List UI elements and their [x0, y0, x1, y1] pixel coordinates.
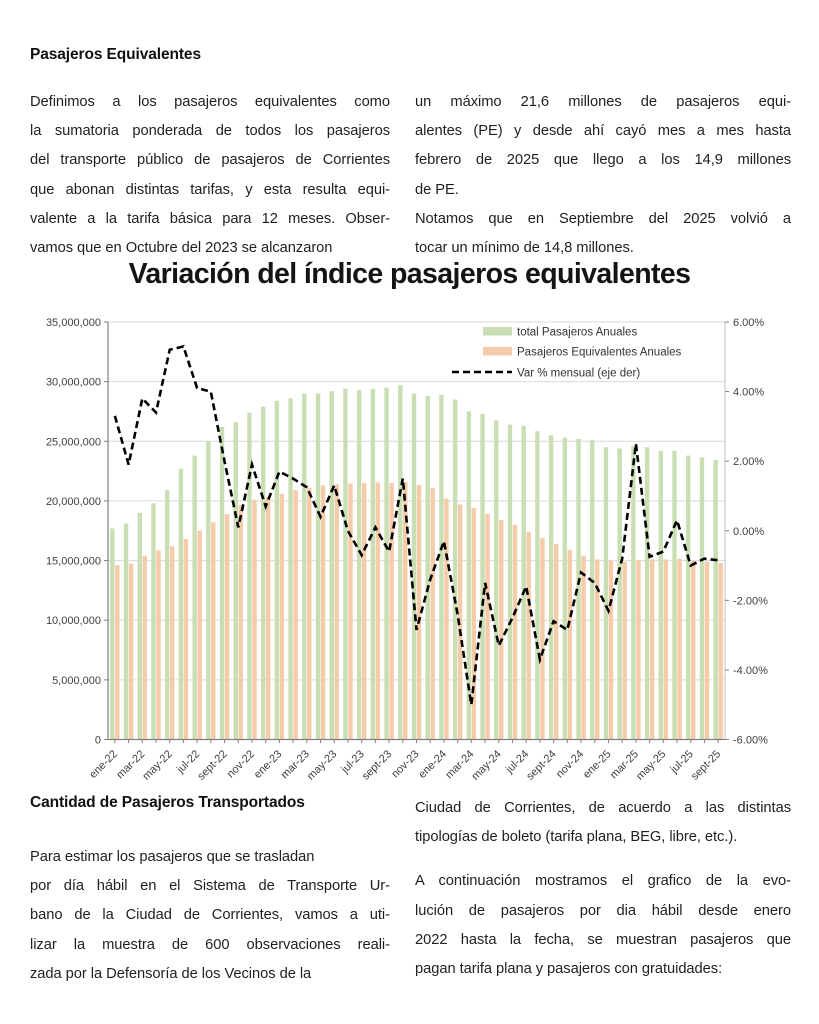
text-line: lizar la muestra de 600 observaciones reali- [30, 936, 390, 953]
text-line: que abonan distintas tarifas, y esta resulta equi- [30, 181, 390, 198]
right-axis-label: -2.00% [733, 595, 768, 608]
bar-pasajeros-equivalentes [691, 561, 695, 740]
bar-total-pasajeros [521, 426, 525, 740]
bar-pasajeros-equivalentes [540, 538, 544, 740]
bar-total-pasajeros [138, 513, 142, 740]
bar-total-pasajeros [384, 388, 388, 740]
bar-total-pasajeros [631, 446, 635, 739]
text-line: vamos que en Octubre del 2023 se alcanzaron [30, 240, 333, 257]
bar-total-pasajeros [659, 451, 663, 740]
x-axis-label: nov-23 [389, 748, 422, 781]
bar-pasajeros-equivalentes [335, 484, 339, 739]
bar-total-pasajeros [275, 401, 279, 740]
text-line: febrero de 2025 que llego a los 14,9 millones [415, 152, 791, 169]
x-axis-label: mar-25 [607, 748, 641, 782]
section1-left-column [30, 88, 390, 263]
bar-total-pasajeros [700, 457, 704, 739]
bar-pasajeros-equivalentes [143, 556, 147, 740]
x-axis-label: may-22 [140, 748, 175, 783]
bar-pasajeros-equivalentes [211, 522, 215, 739]
chart-title: Variación del índice pasajeros equivalentes [128, 258, 691, 290]
text-line: de PE. [415, 181, 459, 198]
right-axis-label: 0.00% [733, 525, 765, 538]
text-line: por día hábil en el Sistema de Transporte Ur- [30, 878, 390, 895]
text-line: A continuación mostramos el grafico de la evo- [415, 873, 791, 890]
text-line: bano de la Ciudad de Corrientes, vamos a uti- [30, 907, 390, 924]
bar-pasajeros-equivalentes [321, 485, 325, 739]
bar-total-pasajeros [220, 427, 224, 740]
bar-total-pasajeros [494, 420, 498, 739]
bar-pasajeros-equivalentes [156, 550, 160, 739]
x-axis-label: may-23 [304, 748, 340, 783]
bar-total-pasajeros [179, 469, 183, 740]
bar-total-pasajeros [439, 395, 443, 740]
bar-pasajeros-equivalentes [115, 565, 119, 739]
bar-total-pasajeros [316, 394, 320, 740]
bar-pasajeros-equivalentes [170, 546, 174, 739]
x-axis-label: jul-24 [503, 748, 532, 776]
bar-total-pasajeros [247, 413, 251, 740]
left-axis-label: 20,000,000 [45, 495, 101, 508]
x-axis-label: sept-23 [359, 748, 395, 783]
bar-total-pasajeros [165, 490, 169, 739]
legend-label: total Pasajeros Anuales [517, 326, 638, 339]
bar-total-pasajeros [206, 441, 210, 739]
section2-right-column [415, 794, 791, 984]
bar-total-pasajeros [330, 391, 334, 739]
bar-pasajeros-equivalentes [362, 483, 366, 739]
text-line: tocar un mínimo de 14,8 millones. [415, 240, 634, 257]
bar-pasajeros-equivalentes [568, 550, 572, 740]
right-axis-label: -4.00% [733, 664, 768, 677]
x-axis-label: mar-22 [114, 748, 148, 782]
paragraph [30, 843, 390, 989]
section2-heading: Cantidad de Pasajeros Transportados [30, 794, 305, 811]
legend-swatch [483, 347, 512, 356]
bar-pasajeros-equivalentes [664, 559, 668, 739]
right-axis-label: -6.00% [733, 734, 768, 747]
x-axis-label: jul-22 [174, 748, 203, 776]
bar-pasajeros-equivalentes [376, 482, 380, 739]
section1-right-column [415, 88, 791, 263]
chart-canvas [0, 300, 819, 805]
right-axis-label: 4.00% [733, 386, 765, 399]
bar-pasajeros-equivalentes [252, 500, 256, 740]
paragraph [415, 867, 791, 984]
bar-pasajeros-equivalentes [280, 494, 284, 740]
bar-total-pasajeros [617, 448, 621, 739]
bar-pasajeros-equivalentes [348, 484, 352, 740]
bar-pasajeros-equivalentes [526, 532, 530, 740]
bar-pasajeros-equivalentes [197, 531, 201, 740]
bar-pasajeros-equivalentes [581, 556, 585, 740]
right-axis-label: 2.00% [733, 456, 765, 469]
bar-pasajeros-equivalentes [444, 499, 448, 740]
text-line: zada por la Defensoría de los Vecinos de la [30, 965, 312, 982]
bar-total-pasajeros [151, 503, 155, 739]
x-axis-label: ene-23 [251, 748, 285, 781]
bar-pasajeros-equivalentes [225, 514, 229, 739]
bar-total-pasajeros [357, 390, 361, 740]
paragraph [415, 88, 791, 263]
x-axis-label: jul-23 [339, 748, 367, 776]
bar-pasajeros-equivalentes [499, 520, 503, 739]
bar-total-pasajeros [288, 398, 292, 739]
bar-pasajeros-equivalentes [293, 490, 297, 739]
x-axis-label: ene-22 [87, 748, 120, 781]
x-axis-label: sept-22 [195, 748, 230, 783]
section2-left-column [30, 843, 390, 989]
bar-pasajeros-equivalentes [431, 488, 435, 740]
text-line: alentes (PE) y desde ahí cayó mes a mes hasta [415, 123, 791, 140]
pasajeros-equivalentes-chart [0, 300, 819, 805]
paragraph [30, 88, 390, 263]
bar-total-pasajeros [713, 460, 717, 740]
left-axis-label: 35,000,000 [45, 317, 101, 329]
x-axis-label: nov-22 [224, 748, 258, 781]
text-line: un máximo 21,6 millones de pasajeros equi- [415, 94, 791, 110]
x-axis-label: ene-25 [580, 748, 614, 781]
bar-pasajeros-equivalentes [609, 561, 613, 740]
bar-pasajeros-equivalentes [650, 559, 654, 739]
legend-label: Var % mensual (eje der) [517, 367, 641, 380]
bar-total-pasajeros [686, 456, 690, 740]
text-line: la sumatoria ponderada de todos los pasajeros [30, 123, 390, 140]
bar-pasajeros-equivalentes [266, 497, 270, 739]
right-axis-label: 6.00% [733, 317, 765, 329]
text-line: lución de pasajeros por dia hábil desde enero [415, 902, 791, 919]
bar-pasajeros-equivalentes [718, 563, 722, 740]
bar-total-pasajeros [371, 389, 375, 740]
x-axis-label: sept-25 [688, 748, 724, 783]
legend-label: Pasajeros Equivalentes Anuales [517, 346, 682, 359]
bar-total-pasajeros [604, 447, 608, 739]
bar-total-pasajeros [549, 435, 553, 739]
bar-total-pasajeros [192, 456, 196, 740]
bar-pasajeros-equivalentes [554, 544, 558, 740]
left-axis-label: 5,000,000 [52, 674, 101, 687]
bar-total-pasajeros [535, 431, 539, 739]
left-axis-label: 10,000,000 [45, 615, 101, 628]
text-line: 2022 hasta la fecha, se muestran pasajeros que [415, 931, 791, 948]
x-axis-label: may-25 [633, 748, 669, 783]
text-line: Definimos a los pasajeros equivalentes como [30, 94, 390, 110]
bar-pasajeros-equivalentes [705, 562, 709, 740]
text-line: pagan tarifa plana y pasajeros con gratuidades: [415, 961, 723, 978]
text-line: Ciudad de Corrientes, de acuerdo a las distintas [415, 800, 791, 816]
x-axis-label: mar-24 [443, 748, 477, 782]
x-axis-label: ene-24 [416, 748, 450, 781]
x-axis-label: sept-24 [524, 748, 559, 783]
bar-pasajeros-equivalentes [239, 505, 243, 739]
bar-total-pasajeros [590, 440, 594, 739]
bar-total-pasajeros [124, 524, 128, 740]
bar-total-pasajeros [302, 394, 306, 740]
bar-total-pasajeros [480, 414, 484, 740]
left-axis-label: 25,000,000 [45, 436, 101, 449]
bar-total-pasajeros [563, 438, 567, 740]
bar-pasajeros-equivalentes [677, 559, 681, 740]
bar-pasajeros-equivalentes [129, 564, 133, 740]
bar-pasajeros-equivalentes [485, 514, 489, 739]
bar-total-pasajeros [426, 396, 430, 740]
bar-total-pasajeros [261, 407, 265, 740]
bar-total-pasajeros [343, 389, 347, 740]
bar-total-pasajeros [234, 422, 238, 739]
bar-total-pasajeros [508, 425, 512, 740]
bar-total-pasajeros [398, 385, 402, 739]
bar-pasajeros-equivalentes [389, 483, 393, 739]
bar-total-pasajeros [453, 400, 457, 740]
bar-total-pasajeros [645, 447, 649, 739]
bar-pasajeros-equivalentes [513, 525, 517, 740]
var-mensual-line [115, 346, 718, 704]
legend-swatch [483, 327, 512, 336]
text-line: Notamos que en Septiembre del 2025 volvió a [415, 210, 791, 227]
text-line: valente a la tarifa básica para 12 meses. Obser- [30, 210, 390, 227]
paragraph [415, 794, 791, 852]
x-axis-label: mar-23 [278, 748, 312, 782]
left-axis-label: 15,000,000 [45, 555, 101, 568]
x-axis-label: nov-24 [553, 748, 587, 781]
text-line: tipologías de boleto (tarifa plana, BEG, libre, etc.). [415, 829, 738, 846]
section1-heading: Pasajeros Equivalentes [30, 46, 201, 63]
bar-total-pasajeros [110, 528, 114, 739]
text-line: del transporte público de pasajeros de Corrientes [30, 152, 390, 169]
bar-pasajeros-equivalentes [307, 488, 311, 740]
x-axis-label: may-24 [469, 748, 504, 783]
text-line: Para estimar los pasajeros que se trasladan [30, 849, 315, 865]
bar-total-pasajeros [672, 451, 676, 740]
bar-total-pasajeros [412, 394, 416, 740]
bar-pasajeros-equivalentes [622, 562, 626, 740]
bar-pasajeros-equivalentes [184, 539, 188, 739]
x-axis-label: jul-25 [668, 748, 696, 776]
bar-pasajeros-equivalentes [636, 561, 640, 740]
left-axis-label: 0 [94, 734, 101, 747]
left-axis-label: 30,000,000 [45, 376, 101, 389]
bar-pasajeros-equivalentes [472, 508, 476, 739]
